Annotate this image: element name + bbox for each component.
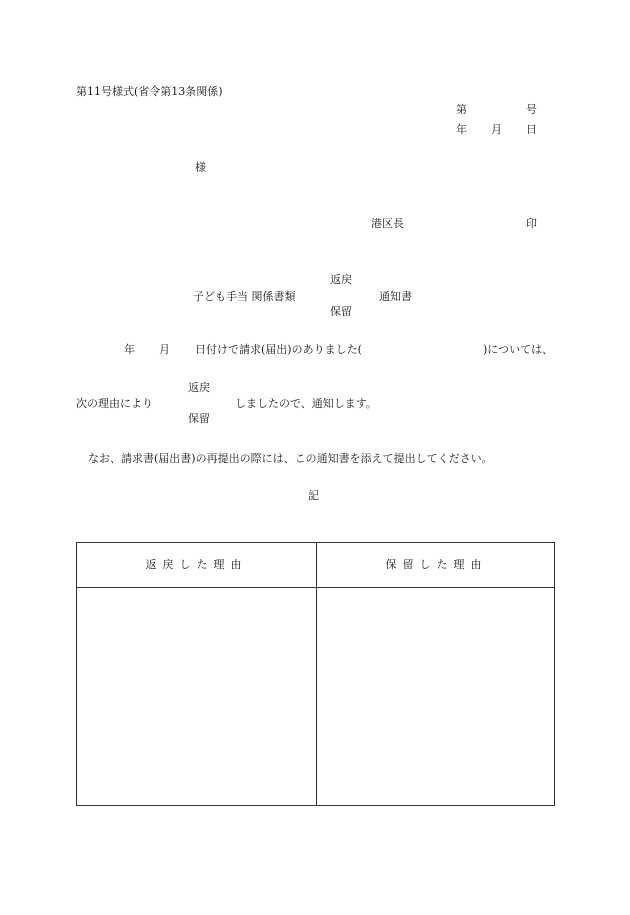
title-option-hold: 保留 bbox=[330, 305, 352, 318]
seal-mark: 印 bbox=[526, 217, 537, 230]
notice-title-prefix: 子ども手当 関係書類 bbox=[193, 290, 296, 303]
header-return-reason: 返戻した理由 bbox=[145, 558, 248, 571]
body-text-2: )については、 bbox=[483, 343, 554, 356]
form-title: 第11号様式(省令第13条関係) bbox=[76, 85, 223, 98]
reasons-table bbox=[76, 542, 555, 806]
number-dai: 第 bbox=[456, 103, 467, 116]
addressee-suffix: 様 bbox=[195, 161, 206, 174]
reason-option-hold: 保留 bbox=[188, 412, 210, 425]
number-go: 号 bbox=[526, 103, 537, 116]
reason-suffix: しましたので、通知します。 bbox=[235, 397, 377, 410]
body-text-1: 日付けで請求(届出)のありました( bbox=[195, 343, 362, 356]
date-day-label: 日 bbox=[526, 123, 537, 136]
resubmission-note: なお、請求書(届出書)の再提出の際には、この通知書を添えて提出してください。 bbox=[88, 452, 493, 465]
cell-hold-reason bbox=[317, 588, 555, 805]
body-year-label: 年 bbox=[124, 343, 135, 356]
reason-prefix: 次の理由により bbox=[76, 397, 153, 410]
reason-option-return: 返戻 bbox=[188, 381, 210, 394]
notice-title-suffix: 通知書 bbox=[379, 290, 412, 303]
title-option-return: 返戻 bbox=[330, 273, 352, 286]
sender-title: 港区長 bbox=[371, 217, 404, 230]
cell-return-reason bbox=[77, 588, 315, 805]
date-month-label: 月 bbox=[491, 123, 502, 136]
ki-heading: 記 bbox=[308, 489, 319, 502]
date-year-label: 年 bbox=[456, 123, 467, 136]
body-month-label: 月 bbox=[159, 343, 170, 356]
header-hold-reason: 保留した理由 bbox=[385, 558, 488, 571]
